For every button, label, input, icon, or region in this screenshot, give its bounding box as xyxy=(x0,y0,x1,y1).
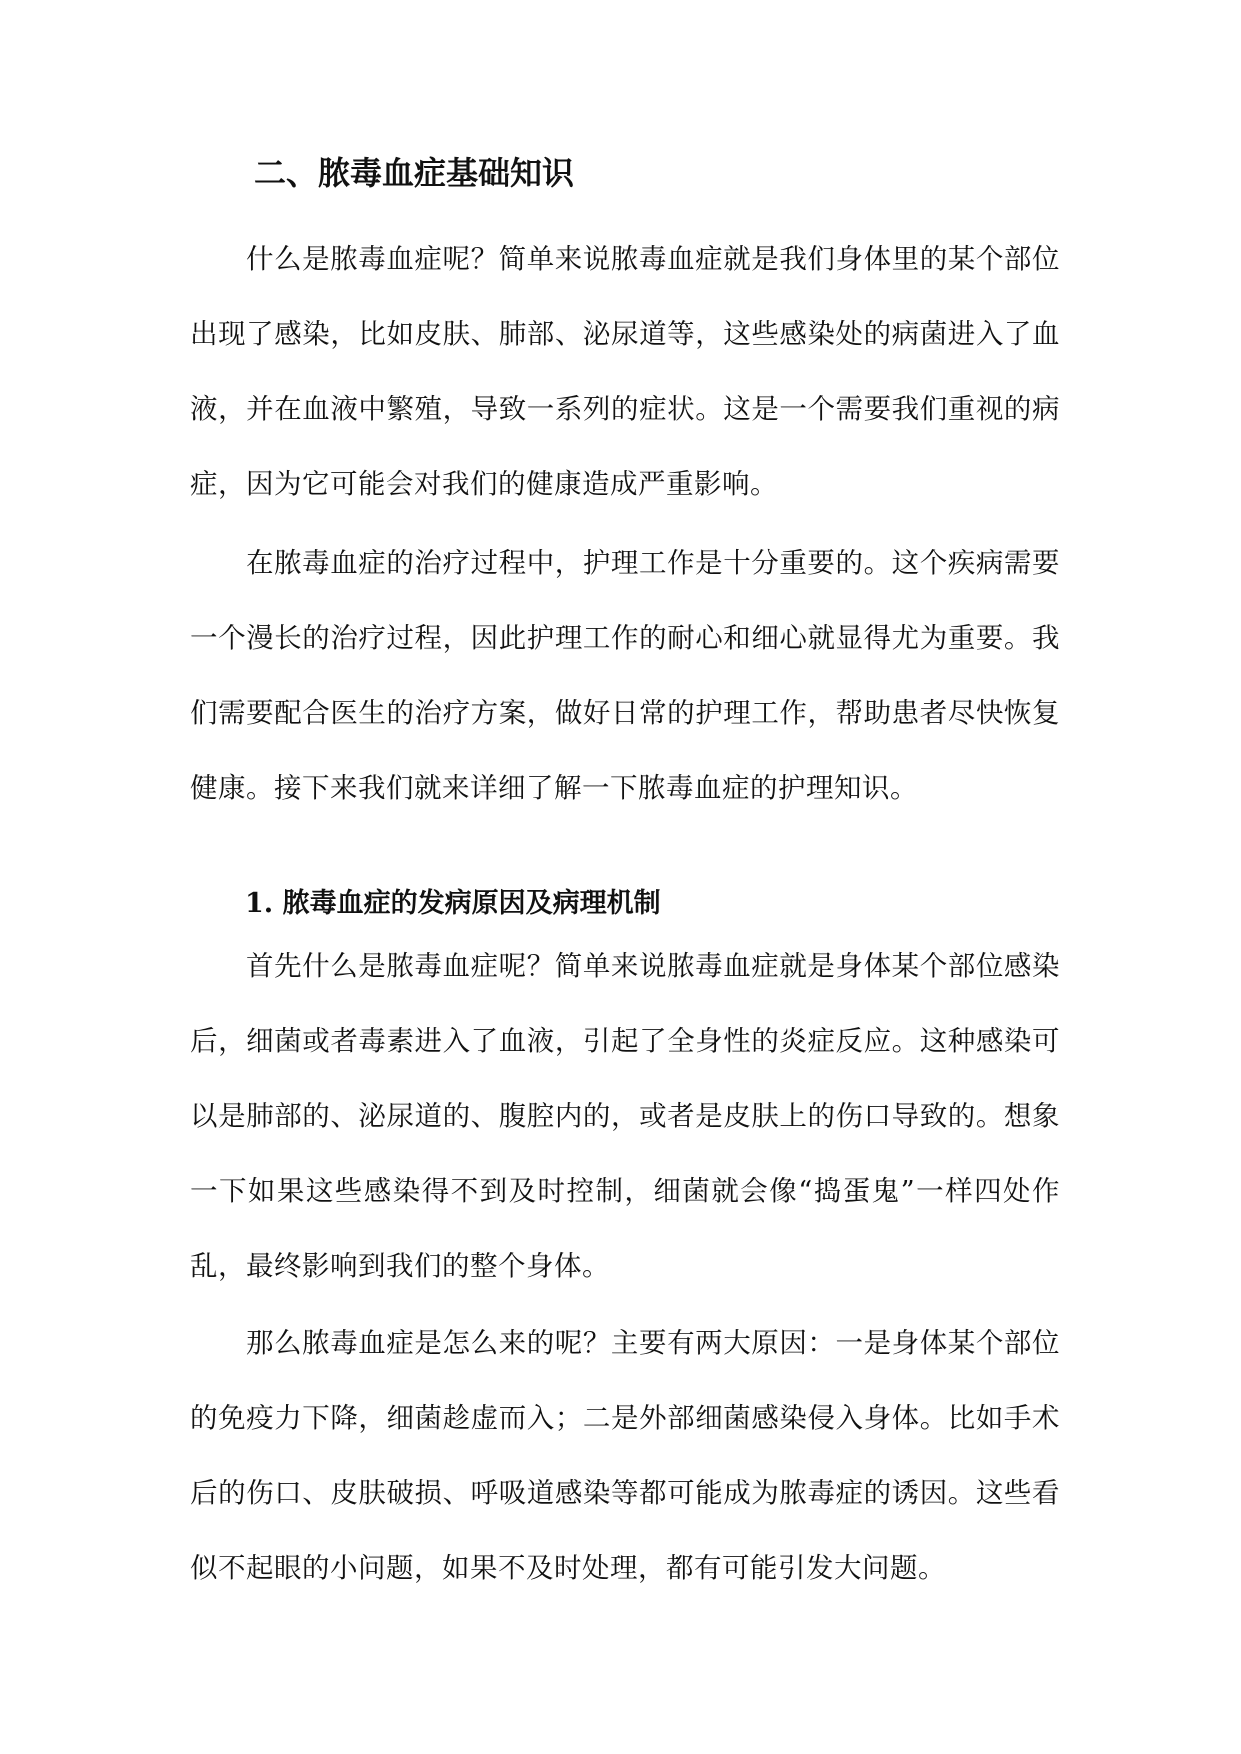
paragraph-4: 那么脓毒血症是怎么来的呢？主要有两大原因：一是身体某个部位的免疫力下降，细菌趁虚而入；二是外部细菌感染侵入身体。比如手术后的伤口、皮肤破损、呼吸道感染等都可能成为脓毒症的诱因。这些看似不起眼的小问题，如果不及时处理，都有可能引发大问题。 xyxy=(190,1327,1060,1584)
paragraph-2: 在脓毒血症的治疗过程中，护理工作是十分重要的。这个疾病需要一个漫长的治疗过程，因此护理工作的耐心和细心就显得尤为重要。我们需要配合医生的治疗方案，做好日常的护理工作，帮助患者尽快恢复健康。接下来我们就来详细了解一下脓毒血症的护理知识。 xyxy=(190,547,1060,804)
section-heading: 二、脓毒血症基础知识 xyxy=(254,154,575,192)
paragraph-1: 什么是脓毒血症呢？简单来说脓毒血症就是我们身体里的某个部位出现了感染，比如皮肤、肺部、泌尿道等，这些感染处的病菌进入了血液，并在血液中繁殖，导致一系列的症状。这是一个需要我们重视的病症，因为它可能会对我们的健康造成严重影响。 xyxy=(190,243,1060,500)
subsection-heading: 1. 脓毒血症的发病原因及病理机制 xyxy=(245,888,661,919)
paragraph-3: 首先什么是脓毒血症呢？简单来说脓毒血症就是身体某个部位感染后，细菌或者毒素进入了血液，引起了全身性的炎症反应。这种感染可以是肺部的、泌尿道的、腹腔内的，或者是皮肤上的伤口导致的。想象一下如果这些感染得不到及时控制，细菌就会像“捣蛋鬼”一样四处作乱，最终影响到我们的整个身体。 xyxy=(190,950,1060,1282)
